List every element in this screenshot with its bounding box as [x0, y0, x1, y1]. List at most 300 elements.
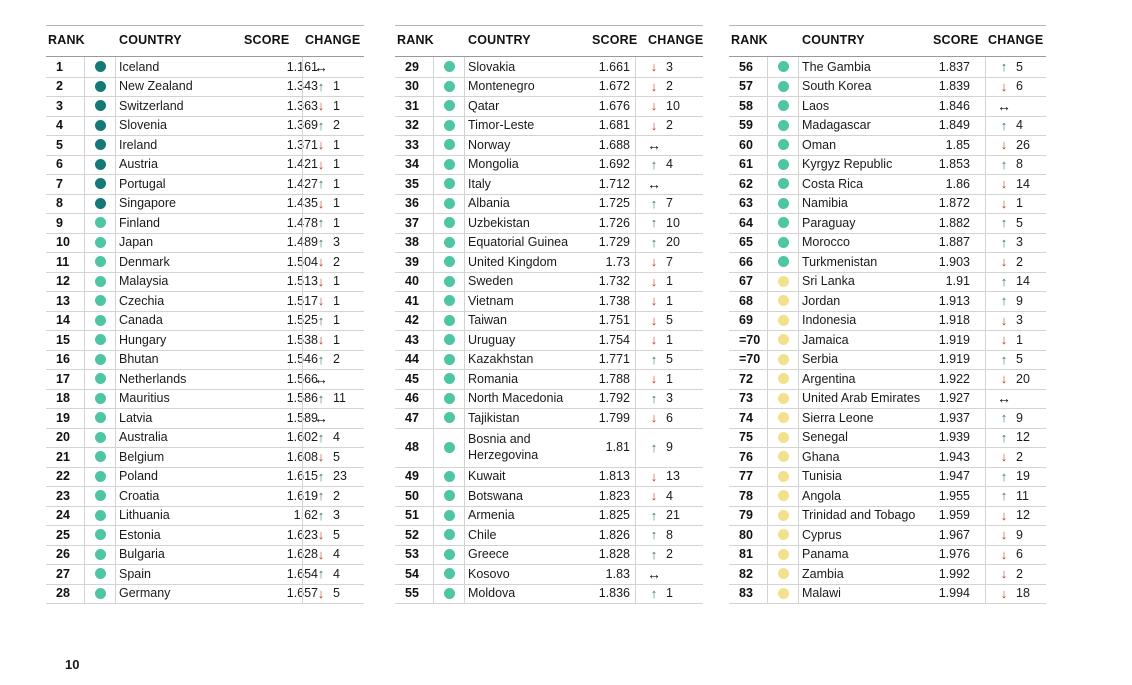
rank-cell: 64 [739, 215, 753, 230]
table-row [729, 155, 1046, 176]
change-cell [635, 194, 692, 214]
arrow-up-icon: ↑ [1000, 468, 1008, 484]
arrow-left-right-icon: ↔ [647, 136, 661, 153]
score-cell: 1.947 [938, 469, 970, 484]
status-dot-cell [433, 564, 465, 584]
country-cell: Angola [802, 488, 841, 503]
peace-level-dot-icon [95, 139, 106, 150]
change-cell [985, 486, 1038, 506]
status-dot-cell [84, 135, 116, 155]
change-value: 20 [1016, 371, 1030, 386]
arrow-left-right-icon: ↔ [647, 175, 661, 192]
rank-cell: 48 [405, 440, 419, 454]
score-cell: 1.976 [938, 547, 970, 562]
status-dot-cell [433, 330, 465, 350]
score-cell: 1.853 [938, 157, 970, 172]
country-cell: Uzbekistan [468, 215, 530, 230]
score-cell: 1.939 [938, 430, 970, 445]
rank-cell: 16 [56, 352, 70, 367]
peace-level-dot-icon [778, 588, 789, 599]
status-dot-cell [84, 506, 116, 526]
score-cell: 1.525 [286, 313, 318, 328]
change-value: 1 [666, 332, 673, 347]
change-cell [985, 408, 1038, 428]
rank-cell: 21 [56, 449, 70, 464]
table-row [395, 155, 703, 176]
change-value: 2 [1016, 449, 1023, 464]
table-row [395, 174, 703, 195]
table-row [729, 428, 1046, 449]
status-dot-cell [767, 194, 799, 214]
arrow-up-icon: ↑ [1000, 410, 1008, 426]
country-cell: Mongolia [468, 157, 519, 172]
change-cell [635, 506, 692, 526]
change-value: 3 [1016, 235, 1023, 250]
table-row [395, 350, 703, 371]
header-country: COUNTRY [468, 33, 531, 47]
table-row [395, 272, 703, 293]
peace-level-dot-icon [444, 588, 455, 599]
peace-level-dot-icon [778, 393, 789, 404]
country-cell: Timor-Leste [468, 118, 535, 133]
arrow-up-icon: ↑ [650, 585, 658, 601]
table-row [46, 77, 364, 98]
rank-cell: 32 [405, 118, 419, 133]
change-cell [985, 428, 1038, 448]
peace-level-dot-icon [444, 315, 455, 326]
change-cell [985, 252, 1038, 272]
change-value: 3 [666, 59, 673, 74]
change-value: 5 [333, 527, 340, 542]
peace-level-dot-icon [95, 490, 106, 501]
status-dot-cell [84, 486, 116, 506]
country-cell: North Macedonia [468, 391, 564, 406]
change-cell [985, 291, 1038, 311]
arrow-down-icon: ↓ [650, 254, 658, 270]
rank-cell: 43 [405, 332, 419, 347]
rank-cell: 68 [739, 293, 753, 308]
rank-cell: 67 [739, 274, 753, 289]
change-value: 1 [333, 176, 340, 191]
change-value: 5 [666, 352, 673, 367]
change-cell [985, 194, 1038, 214]
country-cell: Madagascar [802, 118, 871, 133]
rank-cell: 29 [405, 59, 419, 74]
score-cell: 1.676 [598, 98, 630, 113]
arrow-down-icon: ↓ [1000, 371, 1008, 387]
change-value: 1 [333, 137, 340, 152]
country-cell: Slovenia [119, 118, 167, 133]
country-cell: Slovakia [468, 59, 516, 74]
peace-level-dot-icon [95, 315, 106, 326]
country-cell: Iceland [119, 59, 160, 74]
change-cell [302, 545, 355, 565]
change-value: 3 [1016, 313, 1023, 328]
country-cell: Equatorial Guinea [468, 235, 569, 250]
country-cell: Bosnia and Herzegovina [468, 432, 539, 462]
table-row [46, 135, 364, 156]
change-value: 4 [1016, 118, 1023, 133]
change-cell [302, 389, 355, 409]
change-cell [302, 486, 355, 506]
score-cell: 1.427 [286, 176, 318, 191]
peace-level-dot-icon [95, 295, 106, 306]
change-cell [985, 213, 1038, 233]
score-cell: 1.85 [945, 137, 970, 152]
header-rank: RANK [731, 33, 768, 47]
change-value: 1 [666, 371, 673, 386]
country-cell: Bhutan [119, 352, 159, 367]
arrow-up-icon: ↑ [1000, 351, 1008, 367]
change-cell [302, 564, 355, 584]
score-cell: 1.681 [598, 118, 630, 133]
arrow-down-icon: ↓ [650, 371, 658, 387]
table-row [729, 252, 1046, 273]
rank-cell: 39 [405, 254, 419, 269]
table-row [729, 486, 1046, 507]
status-dot-cell [84, 330, 116, 350]
peace-level-dot-icon [444, 412, 455, 423]
change-cell [635, 116, 692, 136]
country-cell: Trinidad and Tobago [802, 508, 916, 523]
table-row [395, 330, 703, 351]
change-cell [635, 77, 692, 97]
peace-level-dot-icon [444, 139, 455, 150]
table-body [395, 57, 703, 603]
arrow-up-icon: ↑ [317, 176, 325, 192]
country-cell: Tunisia [802, 469, 842, 484]
country-cell: Montenegro [468, 79, 535, 94]
change-cell [985, 233, 1038, 253]
status-dot-cell [433, 77, 465, 97]
change-value: 1 [333, 293, 340, 308]
score-cell: 1.692 [598, 157, 630, 172]
rank-cell: 59 [739, 118, 753, 133]
score-cell: 1.732 [598, 274, 630, 289]
rank-cell: 20 [56, 430, 70, 445]
arrow-up-icon: ↑ [650, 439, 658, 455]
status-dot-cell [84, 57, 116, 77]
change-cell [985, 506, 1038, 526]
change-value: 9 [1016, 527, 1023, 542]
score-cell: 1.836 [598, 586, 630, 601]
rank-cell: 4 [56, 118, 63, 133]
arrow-up-icon: ↑ [1000, 117, 1008, 133]
table-row [395, 428, 703, 468]
score-cell: 1.887 [938, 235, 970, 250]
score-cell: 1.435 [286, 196, 318, 211]
change-value: 3 [666, 391, 673, 406]
country-cell: Canada [119, 313, 163, 328]
status-dot-cell [433, 467, 465, 487]
score-cell: 1.788 [598, 371, 630, 386]
change-value: 11 [333, 391, 346, 406]
change-cell [302, 408, 355, 428]
peace-level-dot-icon [444, 81, 455, 92]
arrow-down-icon: ↓ [317, 98, 325, 114]
table-row [729, 506, 1046, 527]
table-row [729, 135, 1046, 156]
country-cell: Zambia [802, 566, 844, 581]
rank-cell: 74 [739, 410, 753, 425]
change-cell [302, 428, 355, 448]
peace-level-dot-icon [95, 588, 106, 599]
peace-level-dot-icon [95, 510, 106, 521]
rank-cell: 65 [739, 235, 753, 250]
peace-level-dot-icon [778, 100, 789, 111]
table-row [46, 116, 364, 137]
rank-cell: 76 [739, 449, 753, 464]
peace-level-dot-icon [778, 198, 789, 209]
table-row [395, 311, 703, 332]
country-cell: Botswana [468, 488, 523, 503]
change-cell [635, 291, 692, 311]
change-cell [302, 350, 355, 370]
table-row [395, 467, 703, 488]
status-dot-cell [433, 291, 465, 311]
country-cell: Netherlands [119, 371, 187, 386]
peace-level-dot-icon [778, 568, 789, 579]
peace-level-dot-icon [778, 139, 789, 150]
status-dot-cell [767, 369, 799, 389]
arrow-up-icon: ↑ [650, 351, 658, 367]
status-dot-cell [84, 350, 116, 370]
peace-level-dot-icon [778, 510, 789, 521]
change-cell [302, 77, 355, 97]
status-dot-cell [84, 155, 116, 175]
score-cell: 1.628 [286, 547, 318, 562]
change-value: 2 [666, 118, 673, 133]
table-row [729, 311, 1046, 332]
score-cell: 1.839 [938, 79, 970, 94]
score-cell: 1.86 [945, 176, 970, 191]
rank-cell: 51 [405, 508, 419, 523]
country-cell: Kosovo [468, 566, 510, 581]
peace-level-dot-icon [95, 568, 106, 579]
country-cell: Croatia [119, 488, 160, 503]
score-cell: 1.623 [286, 527, 318, 542]
status-dot-cell [433, 408, 465, 428]
table-row [395, 525, 703, 546]
header-rank: RANK [48, 33, 85, 47]
rank-cell: 52 [405, 527, 419, 542]
change-cell [302, 174, 355, 194]
change-value: 19 [1016, 469, 1030, 484]
status-dot-cell [433, 428, 465, 467]
table-row [729, 330, 1046, 351]
arrow-down-icon: ↓ [1000, 585, 1008, 601]
rank-cell: 47 [405, 410, 419, 425]
country-cell: Mauritius [119, 391, 170, 406]
table-row [729, 525, 1046, 546]
peace-level-dot-icon [778, 373, 789, 384]
table-row [46, 525, 364, 546]
peace-level-dot-icon [444, 178, 455, 189]
rank-cell: 77 [739, 469, 753, 484]
rank-cell: 38 [405, 235, 419, 250]
peace-level-dot-icon [444, 490, 455, 501]
status-dot-cell [767, 564, 799, 584]
header-change: CHANGE [648, 33, 704, 47]
score-cell: 1.919 [938, 352, 970, 367]
change-cell [985, 467, 1038, 487]
ranking-table-2 [395, 25, 703, 603]
arrow-down-icon: ↓ [1000, 176, 1008, 192]
change-cell [635, 57, 692, 77]
change-value: 21 [666, 508, 680, 523]
country-cell: South Korea [802, 79, 872, 94]
score-cell: 1.546 [286, 352, 318, 367]
country-cell: Malawi [802, 586, 841, 601]
score-cell: 1.589 [286, 410, 318, 425]
change-cell [635, 213, 692, 233]
arrow-left-right-icon: ↔ [314, 58, 328, 75]
arrow-up-icon: ↑ [317, 78, 325, 94]
change-value: 1 [333, 98, 340, 113]
change-cell [302, 194, 355, 214]
peace-level-dot-icon [778, 295, 789, 306]
table-row [46, 252, 364, 273]
score-cell: 1.825 [598, 508, 630, 523]
table-row [46, 233, 364, 254]
country-cell: Lithuania [119, 508, 170, 523]
score-cell: 1.959 [938, 508, 970, 523]
country-cell: Armenia [468, 508, 515, 523]
change-cell [302, 135, 355, 155]
arrow-up-icon: ↑ [317, 351, 325, 367]
country-cell: Kuwait [468, 469, 506, 484]
score-cell: 1.913 [938, 293, 970, 308]
rank-cell: 75 [739, 430, 753, 445]
change-cell [302, 291, 355, 311]
country-cell: Czechia [119, 293, 165, 308]
status-dot-cell [84, 77, 116, 97]
status-dot-cell [84, 116, 116, 136]
rank-cell: 10 [56, 235, 70, 250]
score-cell: 1.478 [286, 215, 318, 230]
country-cell: Austria [119, 157, 158, 172]
change-value: 14 [1016, 176, 1030, 191]
header-country: COUNTRY [802, 33, 865, 47]
header-score: SCORE [244, 33, 290, 47]
status-dot-cell [84, 467, 116, 487]
change-value: 1 [333, 215, 340, 230]
status-dot-cell [767, 584, 799, 604]
peace-level-dot-icon [778, 61, 789, 72]
arrow-up-icon: ↑ [650, 546, 658, 562]
country-cell: Moldova [468, 586, 516, 601]
table-row [395, 194, 703, 215]
status-dot-cell [767, 291, 799, 311]
rank-cell: 69 [739, 313, 753, 328]
arrow-up-icon: ↑ [317, 468, 325, 484]
header-score: SCORE [592, 33, 638, 47]
score-cell: 1.729 [598, 235, 630, 250]
rank-cell: 2 [56, 79, 63, 94]
table-row [729, 545, 1046, 566]
status-dot-cell [767, 174, 799, 194]
status-dot-cell [433, 311, 465, 331]
change-cell [985, 584, 1038, 604]
country-cell: Greece [468, 547, 509, 562]
rank-cell: 23 [56, 488, 70, 503]
status-dot-cell [84, 369, 116, 389]
change-value: 2 [333, 118, 340, 133]
table-row [395, 369, 703, 390]
score-cell: 1.62 [293, 508, 318, 523]
change-cell [302, 233, 355, 253]
country-cell: Jamaica [802, 332, 849, 347]
arrow-down-icon: ↓ [1000, 566, 1008, 582]
status-dot-cell [433, 174, 465, 194]
arrow-down-icon: ↓ [317, 332, 325, 348]
rank-cell: 13 [56, 293, 70, 308]
status-dot-cell [767, 311, 799, 331]
country-cell: Turkmenistan [802, 254, 878, 269]
arrow-down-icon: ↓ [317, 449, 325, 465]
change-value: 1 [333, 196, 340, 211]
table-row [46, 213, 364, 234]
table-row [729, 467, 1046, 488]
change-value: 10 [666, 215, 680, 230]
arrow-down-icon: ↓ [1000, 507, 1008, 523]
score-cell: 1.81 [605, 440, 630, 454]
status-dot-cell [433, 155, 465, 175]
arrow-down-icon: ↓ [1000, 78, 1008, 94]
rank-cell: 62 [739, 176, 753, 191]
peace-level-dot-icon [778, 178, 789, 189]
score-cell: 1.726 [598, 215, 630, 230]
status-dot-cell [767, 545, 799, 565]
peace-level-dot-icon [95, 120, 106, 131]
status-dot-cell [767, 447, 799, 467]
rank-cell: 37 [405, 215, 419, 230]
change-value: 2 [666, 79, 673, 94]
change-cell [635, 486, 692, 506]
arrow-down-icon: ↓ [650, 98, 658, 114]
table-row [729, 291, 1046, 312]
arrow-up-icon: ↑ [317, 429, 325, 445]
change-cell [985, 525, 1038, 545]
country-cell: Ghana [802, 449, 840, 464]
status-dot-cell [433, 584, 465, 604]
table-row [395, 408, 703, 429]
change-value: 1 [333, 274, 340, 289]
arrow-down-icon: ↓ [650, 117, 658, 133]
table-row [395, 213, 703, 234]
score-cell: 1.504 [286, 254, 318, 269]
score-cell: 1.849 [938, 118, 970, 133]
arrow-down-icon: ↓ [317, 546, 325, 562]
country-cell: Albania [468, 196, 510, 211]
rank-cell: 60 [739, 137, 753, 152]
change-cell [985, 350, 1038, 370]
change-cell [302, 525, 355, 545]
arrow-down-icon: ↓ [1000, 546, 1008, 562]
country-cell: Uruguay [468, 332, 516, 347]
score-cell: 1.712 [598, 176, 630, 191]
table-row [729, 272, 1046, 293]
country-cell: Bulgaria [119, 547, 165, 562]
rank-cell: 18 [56, 391, 70, 406]
score-cell: 1.937 [938, 410, 970, 425]
change-value: 2 [1016, 254, 1023, 269]
score-cell: 1.882 [938, 215, 970, 230]
score-cell: 1.799 [598, 410, 630, 425]
change-value: 6 [1016, 547, 1023, 562]
change-cell [302, 369, 355, 389]
score-cell: 1.837 [938, 59, 970, 74]
